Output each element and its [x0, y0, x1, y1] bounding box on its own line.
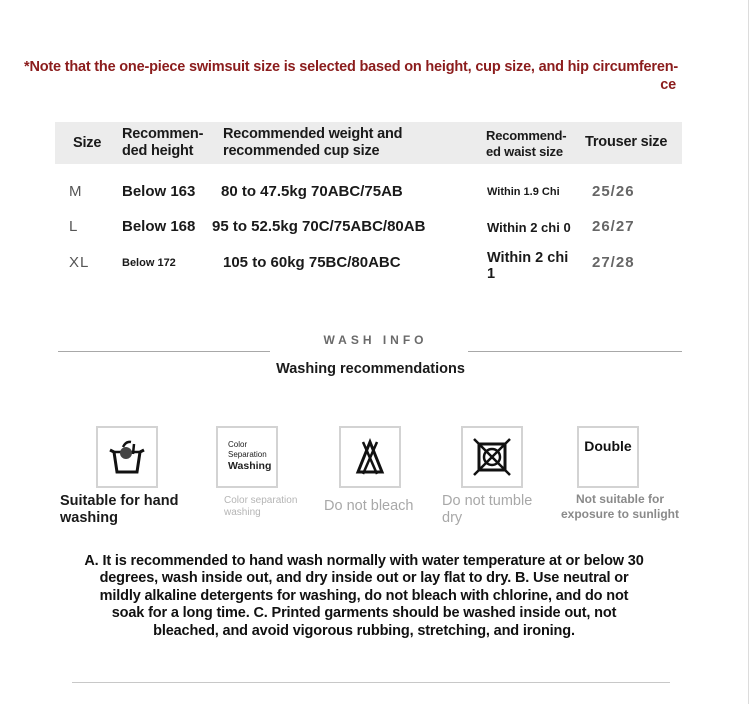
no-sunlight-icon	[577, 426, 639, 488]
page-edge-divider	[748, 0, 749, 704]
caption-no-sunlight: Not suitable for exposure to sunlight	[560, 492, 679, 521]
table-row	[55, 218, 682, 248]
header-weight-cup: Recommended weight and recommended cup size	[223, 126, 403, 159]
cell-trouser: 26/27	[592, 218, 635, 235]
hand-wash-icon	[96, 426, 158, 488]
no-tumble-dry-icon	[461, 426, 523, 488]
size-selection-note	[24, 58, 676, 94]
caption-no-bleach: Do not bleach	[324, 498, 414, 514]
header-size: Size	[73, 135, 102, 151]
no-bleach-icon	[339, 426, 401, 488]
box-text-color-separation: Color Separation	[228, 440, 267, 459]
note-line-1: *Note that the one-piece swimsuit size is selected based on height, cup size, and hip circumferen-	[24, 59, 678, 75]
wash-subtitle: Washing recommendations	[276, 361, 465, 377]
divider-right	[468, 351, 682, 352]
size-table-header	[55, 122, 682, 164]
color-separation-icon	[216, 426, 278, 488]
caption-color-separation: Color separation washing	[224, 495, 298, 518]
cell-weight-cup: 105 to 60kg 75BC/80ABC	[223, 254, 401, 271]
bottom-divider	[72, 682, 670, 683]
cell-trouser: 27/28	[592, 254, 635, 271]
cell-waist: Within 2 chi 1	[487, 250, 569, 282]
caption-no-tumble-dry: Do not tumble dry	[442, 493, 533, 526]
cell-waist: Within 1.9 Chi	[487, 186, 560, 198]
divider-left	[58, 351, 270, 352]
note-line-2: ce	[660, 77, 676, 93]
header-trouser: Trouser size	[585, 134, 668, 150]
box-text-washing: Washing	[228, 460, 272, 472]
box-text-double: Double	[584, 438, 632, 454]
cell-size: XL	[69, 254, 90, 271]
washing-instructions: A. It is recommended to hand wash normally with water temperature at or below 30 degrees, wash inside out, and dry inside out or lay flat to dry. B. Use neutral or mildly alkaline detergents for washing, do not bleach with chlorine, and do not soak for a long time. C. Printed garments should be washed inside out, not bleached, and avoid vigorous rubbing, stretching, and ironing.	[84, 553, 644, 639]
cell-weight-cup: 80 to 47.5kg 70ABC/75AB	[221, 183, 403, 200]
cell-height: Below 172	[122, 257, 176, 269]
header-waist: Recommend- ed waist size	[486, 128, 567, 159]
cell-weight-cup: 95 to 52.5kg 70C/75ABC/80AB	[212, 218, 426, 235]
cell-waist: Within 2 chi 0	[487, 220, 571, 235]
wash-info-title: WASH INFO	[323, 333, 428, 347]
table-row	[55, 250, 682, 284]
cell-size: L	[69, 218, 79, 235]
table-row	[55, 183, 682, 213]
cell-height: Below 168	[122, 218, 196, 235]
cell-trouser: 25/26	[592, 183, 635, 200]
cell-size: M	[69, 183, 83, 200]
caption-hand-wash: Suitable for hand washing	[60, 493, 179, 526]
cell-height: Below 163	[122, 183, 196, 200]
header-height: Recommen- ded height	[122, 126, 204, 159]
